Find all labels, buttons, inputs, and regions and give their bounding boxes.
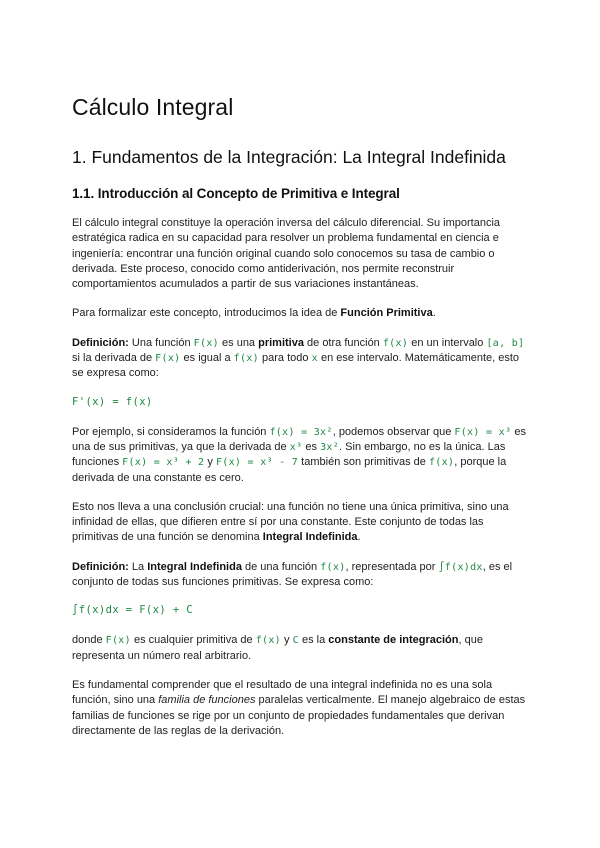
text-span: . <box>357 531 361 544</box>
inline-code: f(x) <box>382 337 409 349</box>
formula-integral: ∫f(x)dx = F(x) + C <box>72 604 193 617</box>
inline-code: f(x) <box>233 353 259 365</box>
inline-code: F(x) = x³ <box>454 426 512 438</box>
inline-code: f(x) <box>428 457 455 469</box>
text-span: , representada por <box>345 560 439 573</box>
text-span: en ese intervalo. Matemáticamente, esto se expresa como: <box>72 352 520 380</box>
text-span: es cualquier primitiva de <box>130 634 256 647</box>
text-span: . Sin embargo, no es la única. Las funciones <box>72 440 506 469</box>
text-span: y <box>280 634 293 647</box>
inline-code: f(x) <box>255 635 281 647</box>
bold-term: primitiva <box>258 336 304 349</box>
text-span: Es fundamental comprender que el resultado de una integral indefinida no es una sola función, sino una <box>72 678 493 707</box>
formula-derivative: F'(x) = f(x) <box>72 395 153 408</box>
definition-label: Definición: <box>72 560 129 573</box>
text-span: , es el conjunto de todas sus funciones primitivas. Se expresa como: <box>72 560 513 589</box>
text-span: . <box>432 307 436 320</box>
document-content <box>72 94 532 753</box>
inline-code: x <box>311 353 318 365</box>
inline-code: f(x) = 3x² <box>269 426 333 438</box>
inline-code: ∫f(x)dx <box>438 561 483 573</box>
inline-code: f(x) <box>320 561 346 573</box>
definition-label: Definición: <box>72 336 129 349</box>
text-span: si la derivada de <box>72 352 156 365</box>
section-heading: 1. Fundamentos de la Integración: La Integral Indefinida <box>72 147 506 167</box>
subsection-heading: 1.1. Introducción al Concepto de Primitiva e Integral <box>72 186 400 201</box>
inline-code: F(x) <box>193 337 219 349</box>
text-span: también son primitivas de <box>298 456 429 469</box>
inline-code: F(x) <box>155 353 181 365</box>
text-span: y <box>204 456 216 469</box>
text-span: de una función <box>241 560 321 573</box>
text-span: , que representa un número real arbitrario. <box>72 634 483 662</box>
definition-primitive <box>72 336 532 382</box>
text-span: es una <box>218 336 259 349</box>
family-paragraph <box>72 678 532 739</box>
inline-code: 3x² <box>320 441 340 453</box>
text-span: es una de sus primitivas, ya que la derivada de <box>72 425 526 453</box>
text-span: para todo <box>258 352 312 365</box>
intro-paragraph: El cálculo integral constituye la operación inversa del cálculo diferencial. Su importancia estratégica radica en su capacidad para resolver un problema fundamental en ciencia e ingeniería: encontrar una función original cuando solo conocemos su tasa de cambio o derivada. Este proceso, conocido como antiderivación, nos permite reconstruir comportamientos acumulados a partir de sus variaciones instantáneas. <box>72 217 501 291</box>
text-span: Esto nos lleva a una conclusión crucial: una función no tiene una única primitiva, sino una infinidad de ellas, que difieren entre sí por una constante. Este conjunto de todas las primitivas de una función se denomina <box>72 500 509 544</box>
text-span: , podemos observar que <box>332 425 455 438</box>
text-span: es igual a <box>180 352 234 365</box>
text-span: , porque la derivada de una constante es cero. <box>72 456 507 484</box>
text-span: Para formalizar este concepto, introducimos la idea de <box>72 307 341 320</box>
text-span: en un intervalo <box>408 336 487 349</box>
text-span: es la <box>298 634 329 647</box>
text-span: donde <box>72 634 106 647</box>
italic-term: familia de funciones <box>158 694 256 707</box>
text-span: paralelas verticalmente. El manejo algebraico de estas familias de funciones se rige por un conjunto de propiedades fundamentales que derivan directamente de las reglas de la derivación. <box>72 694 526 737</box>
text-span: es <box>302 440 321 453</box>
definition-indefinite-integral <box>72 560 532 591</box>
bold-term: Integral Indefinida <box>262 531 358 544</box>
inline-code: F(x) = x³ - 7 <box>215 457 299 469</box>
inline-code: C <box>292 635 299 647</box>
bold-term: constante de integración <box>328 634 459 647</box>
inline-code: x³ <box>289 441 303 453</box>
text-span: Una función <box>128 336 194 349</box>
bold-term: Función Primitiva <box>340 307 433 320</box>
constant-paragraph <box>72 633 532 664</box>
inline-code: F(x) <box>105 635 131 647</box>
document-title: Cálculo Integral <box>72 94 234 120</box>
text-span: de otra función <box>303 336 383 349</box>
bold-term: Integral Indefinida <box>147 560 242 573</box>
example-paragraph <box>72 425 532 486</box>
inline-code: F(x) = x³ + 2 <box>122 457 205 469</box>
text-span: La <box>128 560 148 573</box>
primitive-intro-paragraph <box>72 306 532 321</box>
text-span: Por ejemplo, si consideramos la función <box>72 425 270 438</box>
inline-code: [a, b] <box>486 337 525 349</box>
conclusion-paragraph <box>72 500 532 546</box>
